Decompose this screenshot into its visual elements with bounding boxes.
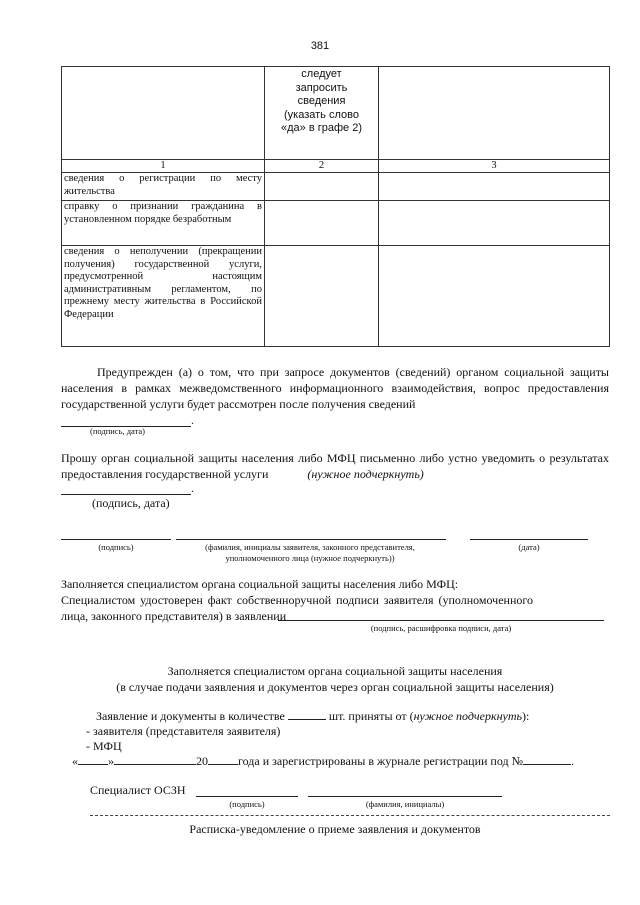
caption-specialist-signature: (подпись, расшифровка подписи, дата) <box>370 623 512 633</box>
caption-name-line1: (фамилия, инициалы заявителя, законного представителя, <box>205 542 415 552</box>
caption-signature: (подпись) <box>98 542 134 552</box>
registration-date-line: « » 20 года и зарегистрированы в журнале регистрации под № . <box>72 754 575 768</box>
ozn-name-line <box>308 796 502 797</box>
accepted-line: Заявление и документы в количестве шт. приняты от (нужное подчеркнуть): <box>96 709 530 723</box>
table-cell-text: сведения о неполучении (прекращении получения) государственной услуги, предусмотренной настоящим административным регламентом, по прежнему месту жительства в Российской Федерации <box>62 246 265 347</box>
year-blank <box>208 754 238 765</box>
date-line <box>470 539 588 540</box>
caption-ozn-name: (фамилия, инициалы) <box>365 799 445 809</box>
table-row <box>62 246 610 347</box>
receipt-title: Расписка-уведомление о приеме заявления и документов <box>189 822 481 836</box>
specialist-ozn-label: Специалист ОСЗН <box>90 783 186 797</box>
cut-line <box>90 815 610 816</box>
table-header-col2: следует запросить сведения (указать слово «да» в графе 2) <box>265 67 379 160</box>
day-blank <box>78 754 108 765</box>
caption-name-line2: уполномоченного лица (нужное подчеркнуть)) <box>225 553 395 563</box>
table-cell-text: справку о признании гражданина в установленном порядке безработным <box>62 201 265 246</box>
name-line <box>176 539 446 540</box>
quantity-blank <box>288 709 326 720</box>
signature-line <box>61 494 191 495</box>
col-number: 2 <box>265 160 379 173</box>
caption-signature-date: (подпись, дата) <box>90 426 146 436</box>
specialist-signature-line <box>278 620 604 621</box>
ozn-title-line1: Заполняется специалистом органа социальной защиты населения <box>167 664 503 678</box>
signature-line <box>61 539 171 540</box>
notify-paragraph: Прошу орган социальной защиты населения либо МФЦ письменно либо устно уведомить о результатах предоставления государственной услуги (нужное подчеркнуть) <box>61 451 609 481</box>
table-number-row <box>62 160 610 173</box>
month-blank <box>114 754 196 765</box>
caption-date: (дата) <box>518 542 540 552</box>
caption-ozn-signature: (подпись) <box>229 799 265 809</box>
documents-table <box>61 66 610 347</box>
warning-paragraph: Предупрежден (а) о том, что при запросе документов (сведений) органом социальной защиты населения в рамках межведомственного информационного взаимодействия, вопрос предоставления государственной услуги будет рассмотрен после получения сведений <box>61 365 609 411</box>
option-applicant: - заявителя (представителя заявителя) <box>86 724 281 738</box>
table-row <box>62 201 610 246</box>
specialist-mfc-heading: Заполняется специалистом органа социальной защиты населения либо МФЦ: <box>61 577 459 591</box>
registration-number-blank <box>523 754 571 765</box>
col-number: 1 <box>62 160 265 173</box>
table-row <box>62 173 610 201</box>
table-header-row <box>62 67 610 160</box>
specialist-mfc-text: Специалистом удостоверен факт собственноручной подписи заявителя (уполномоченного лица, законного представителя) в заявлении <box>61 593 533 623</box>
col-number: 3 <box>379 160 610 173</box>
ozn-signature-line <box>196 796 298 797</box>
caption-signature-date: (подпись, дата) <box>92 496 170 510</box>
option-mfc: - МФЦ <box>86 739 122 753</box>
ozn-title-line2: (в случае подачи заявления и документов через орган социальной защиты населения) <box>116 680 554 694</box>
page-number: 381 <box>310 40 330 52</box>
table-cell-text: сведения о регистрации по месту жительства <box>62 173 265 201</box>
